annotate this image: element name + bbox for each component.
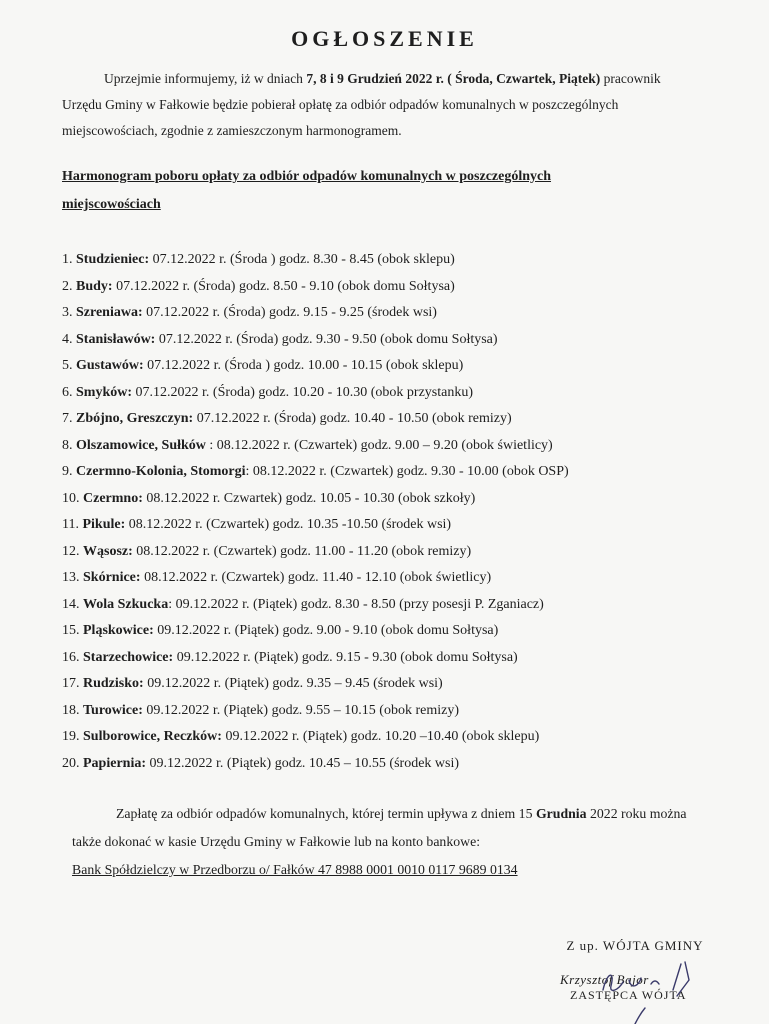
schedule-item-details: : 09.12.2022 r. (Piątek) godz. 8.30 - 8.50 (przy posesji P. Zganiacz) xyxy=(168,596,544,612)
schedule-item-details: 09.12.2022 r. (Piątek) godz. 10.20 –10.40 (obok sklepu) xyxy=(221,729,540,744)
schedule-item-details: 07.12.2022 r. (Środa ) godz. 8.30 - 8.45 (obok sklepu) xyxy=(149,252,455,267)
schedule-item xyxy=(62,353,742,380)
schedule-item xyxy=(62,406,742,433)
schedule-item xyxy=(62,618,742,645)
schedule-item-details: 07.12.2022 r. (Środa) godz. 10.40 - 10.50 (obok remizy) xyxy=(193,411,512,426)
intro-text-start: Uprzejmie informujemy, iż w dniach xyxy=(104,71,307,86)
schedule-item-place: Papiernia: xyxy=(83,755,146,771)
intro-text-end: pracownik Urzędu Gminy w Fałkowie będzie pobierał opłatę za odbiór odpadów komunalnych w poszczególnych miejscowościach, zgodnie z zamieszczonym harmonogramem. xyxy=(62,71,661,138)
schedule-item-place: Czermno-Kolonia, Stomorgi xyxy=(76,464,246,479)
schedule-item-number: 19. xyxy=(62,729,80,744)
schedule-item-number: 13. xyxy=(62,570,80,585)
schedule-item xyxy=(62,539,742,566)
schedule-item-place: Wąsosz: xyxy=(83,543,133,559)
handwritten-signature xyxy=(585,950,715,1024)
schedule-item-number: 20. xyxy=(62,755,80,771)
schedule-item xyxy=(62,327,742,354)
schedule-item xyxy=(62,300,742,327)
schedule-item-details: 07.12.2022 r. (Środa) godz. 9.15 - 9.25 (środek wsi) xyxy=(142,305,437,320)
schedule-item xyxy=(62,433,742,460)
schedule-item-place: Czermno: xyxy=(83,490,143,506)
schedule-item-number: 1. xyxy=(62,252,73,267)
schedule-item xyxy=(62,274,742,301)
signature-role: ZASTĘPCA WÓJTA xyxy=(570,988,687,1002)
schedule-item-details: 08.12.2022 r. (Czwartek) godz. 10.35 -10.50 (środek wsi) xyxy=(125,517,452,532)
schedule-item-number: 3. xyxy=(62,305,73,320)
schedule-item-details: 08.12.2022 r. (Czwartek) godz. 11.00 - 11.20 (obok remizy) xyxy=(132,543,472,559)
schedule-item xyxy=(62,565,742,592)
schedule-item-details: 09.12.2022 r. (Piątek) godz. 10.45 – 10.55 (środek wsi) xyxy=(146,755,460,771)
schedule-item-number: 18. xyxy=(62,702,80,718)
schedule-item-number: 4. xyxy=(62,331,73,347)
schedule-item-details: 09.12.2022 r. (Piątek) godz. 9.15 - 9.30 (obok domu Sołtysa) xyxy=(173,649,518,665)
schedule-item-place: Szreniawa: xyxy=(76,305,143,320)
payment-text-start: Zapłatę za odbiór odpadów komunalnych, której termin upływa z dniem 15 xyxy=(116,806,536,821)
schedule-item-details: 09.12.2022 r. (Piątek) godz. 9.00 - 9.10 (obok domu Sołtysa) xyxy=(153,623,499,638)
signature-name: Krzysztof Bajor xyxy=(560,972,649,987)
schedule-item xyxy=(62,247,742,274)
schedule-item-details: 09.12.2022 r. (Piątek) godz. 9.35 – 9.45 (środek wsi) xyxy=(143,676,443,691)
schedule-item-place: Zbójno, Greszczyn: xyxy=(76,411,194,426)
schedule-item-details: 09.12.2022 r. (Piątek) godz. 9.55 – 10.15 (obok remizy) xyxy=(142,702,460,718)
bank-account: Bank Spółdzielczy w Przedborzu o/ Fałków 47 8988 0001 0010 0117 9689 0134 xyxy=(72,862,518,877)
schedule-item xyxy=(62,698,742,725)
schedule-item-place: Pikule: xyxy=(82,517,126,532)
schedule-item-place: Wola Szkucka xyxy=(83,596,169,612)
schedule-item xyxy=(62,724,742,751)
schedule-item-details: 08.12.2022 r. Czwartek) godz. 10.05 - 10.30 (obok szkoły) xyxy=(142,490,476,506)
schedule-item-number: 2. xyxy=(62,278,73,294)
document-title: OGŁOSZENIE xyxy=(291,26,478,51)
schedule-item-number: 9. xyxy=(62,464,73,479)
schedule-item xyxy=(62,459,742,486)
schedule-item-number: 14. xyxy=(62,596,80,612)
signature-authority: Z up. WÓJTA GMINY xyxy=(566,938,704,953)
schedule-list xyxy=(62,247,742,777)
schedule-item-place: Stanisławów: xyxy=(76,331,156,347)
schedule-item-place: Pląskowice: xyxy=(83,623,154,638)
schedule-item xyxy=(62,512,742,539)
schedule-item-place: Sulborowice, Reczków: xyxy=(83,729,222,744)
schedule-item-number: 17. xyxy=(62,676,80,691)
schedule-item xyxy=(62,380,742,407)
schedule-item-number: 12. xyxy=(62,543,80,559)
schedule-heading: Harmonogram poboru opłaty za odbiór odpadów komunalnych w poszczególnych miejscowościach xyxy=(62,169,552,212)
schedule-item-place: Rudzisko: xyxy=(83,676,144,691)
schedule-item xyxy=(62,486,742,513)
schedule-item-details: : 08.12.2022 r. (Czwartek) godz. 9.30 - 10.00 (obok OSP) xyxy=(245,464,569,479)
schedule-item-details: 07.12.2022 r. (Środa ) godz. 10.00 - 10.15 (obok sklepu) xyxy=(143,358,464,373)
schedule-item xyxy=(62,645,742,672)
schedule-item-number: 15. xyxy=(62,623,80,638)
schedule-item-number: 5. xyxy=(62,358,73,373)
schedule-item xyxy=(62,592,742,619)
payment-paragraph xyxy=(72,800,712,884)
schedule-item xyxy=(62,671,742,698)
schedule-item-details: 07.12.2022 r. (Środa) godz. 9.30 - 9.50 (obok domu Sołtysa) xyxy=(155,331,498,347)
schedule-item-number: 16. xyxy=(62,649,80,665)
schedule-item-number: 8. xyxy=(62,437,73,453)
schedule-item-place: Skórnice: xyxy=(83,570,141,585)
schedule-item-place: Turowice: xyxy=(83,702,143,718)
schedule-item-details: 07.12.2022 r. (Środa) godz. 10.20 - 10.30 (obok przystanku) xyxy=(132,384,474,400)
intro-dates: 7, 8 i 9 Grudzień 2022 r. ( Środa, Czwartek, Piątek) xyxy=(306,71,601,86)
schedule-item-place: Starzechowice: xyxy=(83,649,174,665)
payment-text-end: 2022 roku można także dokonać w kasie Urzędu Gminy w Fałkowie lub na konto bankowe: xyxy=(72,806,687,849)
schedule-item-place: Gustawów: xyxy=(76,358,144,373)
schedule-item-details: 08.12.2022 r. (Czwartek) godz. 11.40 - 12.10 (obok świetlicy) xyxy=(140,570,492,585)
schedule-item xyxy=(62,751,742,778)
schedule-item-place: Budy: xyxy=(76,278,113,294)
intro-paragraph xyxy=(62,66,702,144)
schedule-item-place: Studzieniec: xyxy=(76,252,150,267)
schedule-item-number: 11. xyxy=(62,517,79,532)
schedule-item-number: 6. xyxy=(62,384,73,400)
payment-deadline-month: Grudnia xyxy=(535,806,587,821)
schedule-item-details: : 08.12.2022 r. (Czwartek) godz. 9.00 – 9.20 (obok świetlicy) xyxy=(205,437,553,453)
schedule-item-place: Smyków: xyxy=(76,384,133,400)
schedule-item-number: 7. xyxy=(62,411,73,426)
schedule-item-number: 10. xyxy=(62,490,80,506)
schedule-item-place: Olszamowice, Sułków xyxy=(76,437,206,453)
schedule-item-details: 07.12.2022 r. (Środa) godz. 8.50 - 9.10 (obok domu Sołtysa) xyxy=(112,278,455,294)
